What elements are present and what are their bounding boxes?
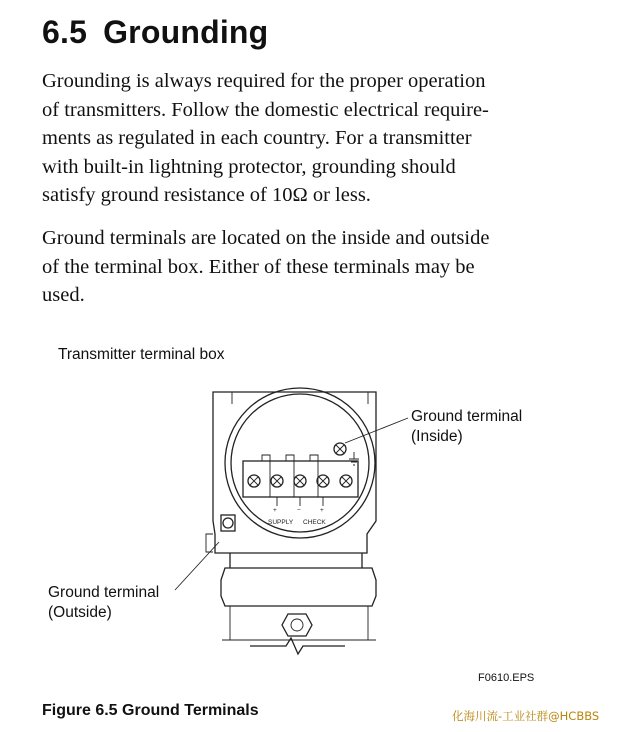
section-title: Grounding <box>103 14 269 50</box>
supply-minus-mark: − <box>297 507 301 514</box>
paragraph-line: Ground terminals are located on the inside and outside <box>42 227 490 249</box>
housing-neck <box>230 553 362 568</box>
leader-line-outside <box>175 542 219 590</box>
inside-label-line: Ground terminal <box>411 408 523 425</box>
paragraph-line: Grounding is always required for the proper operation <box>42 70 486 92</box>
inside-ground-terminal-icon <box>334 443 359 465</box>
paragraph-line: of transmitters. Follow the domestic electrical require- <box>42 98 489 121</box>
paragraph-line: with built-in lightning protector, grounding should <box>42 155 456 178</box>
paragraph-line: satisfy ground resistance of 10Ω or less. <box>42 184 371 206</box>
housing-outline <box>213 392 376 553</box>
lower-body-band <box>222 606 376 640</box>
supply-plus-mark: + <box>273 507 277 514</box>
outside-label-line: (Outside) <box>48 604 112 621</box>
paragraph-line: used. <box>42 284 85 306</box>
terminal-wire-stubs <box>277 497 323 506</box>
watermark: 化海川流-工业社群@HCBBS <box>452 709 600 723</box>
outside-ground-screw-icon <box>221 515 235 531</box>
check-label: CHECK <box>303 519 326 526</box>
terminal-cover-ring <box>225 388 375 538</box>
inside-label-line: (Inside) <box>411 428 463 445</box>
lower-body <box>221 568 376 606</box>
section-number: 6.5 <box>42 14 88 50</box>
check-plus-mark: + <box>320 507 324 514</box>
inside-ground-label <box>411 407 522 447</box>
figure-file-code: F0610.EPS <box>478 672 535 684</box>
outside-label-line: Ground terminal <box>48 584 160 601</box>
paragraph-line: ments as regulated in each country. For a transmitter <box>42 127 472 149</box>
outside-ground-label <box>48 583 159 623</box>
figure-caption: Figure 6.5 Ground Terminals <box>42 702 259 719</box>
supply-label: SUPPLY <box>268 519 294 526</box>
figure-box-label <box>58 345 225 365</box>
process-connection-nut-icon <box>282 614 312 636</box>
paragraph-line: of the terminal box. Either of these terminals may be <box>42 255 475 278</box>
box-label-text: Transmitter terminal box <box>58 346 225 363</box>
terminal-polarity-labels <box>268 507 326 526</box>
terminal-screws <box>248 475 352 487</box>
